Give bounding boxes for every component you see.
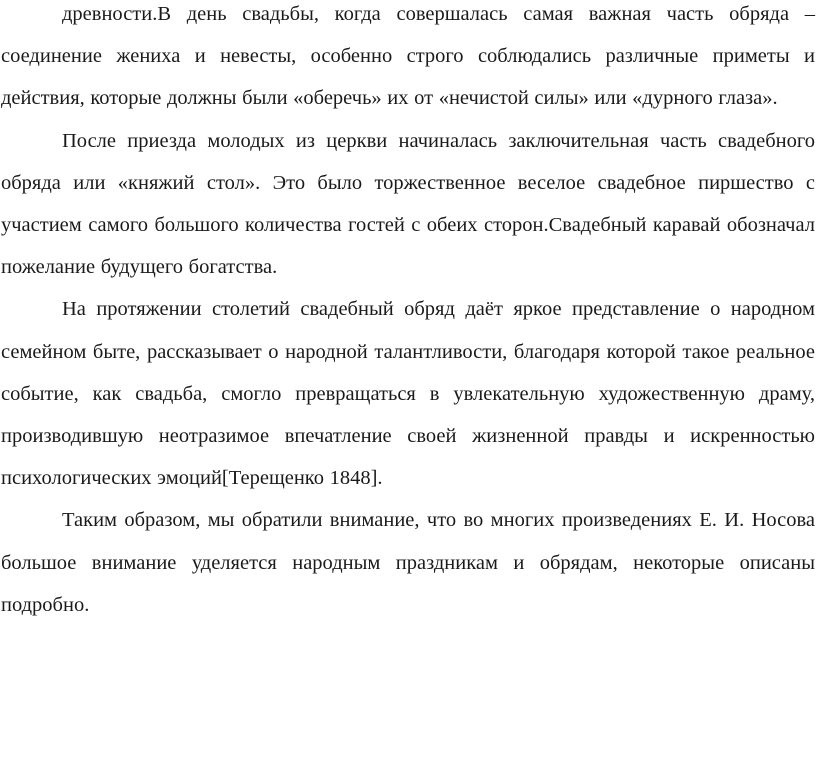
paragraph-4: Таким образом, мы обратили внимание, что во многих произведениях Е. И. Носова большое внимание уделяется народным праздникам и обрядам, некоторые описаны подробно. [1,509,815,616]
paragraph-3: На протяжении столетий свадебный обряд даёт яркое представление о народном семейном быте, рассказывает о народной талантливости, благодаря которой такое реальное событие, как свадьба, смогло превращаться в увлекательную художественную драму, производившую неотразимое впечатление своей жизненной правды и искренностью психологических эмоций[Терещенко 1848]. [1,298,815,490]
paragraph-2: После приезда молодых из церкви начиналась заключительная часть свадебного обряда или «княжий стол». Это было торжественное веселое свадебное пиршество с участием самого большого количества гостей с обеих сторон.Свадебный каравай обозначал пожелание будущего богатства. [1,129,815,279]
text-body [1,0,815,626]
paragraph-1: древности.В день свадьбы, когда совершалась самая важная часть обряда –соединение жениха и невесты, особенно строго соблюдались различные приметы и действия, которые должны были «оберечь» их от «нечистой силы» или «дурного глаза». [1,3,815,110]
